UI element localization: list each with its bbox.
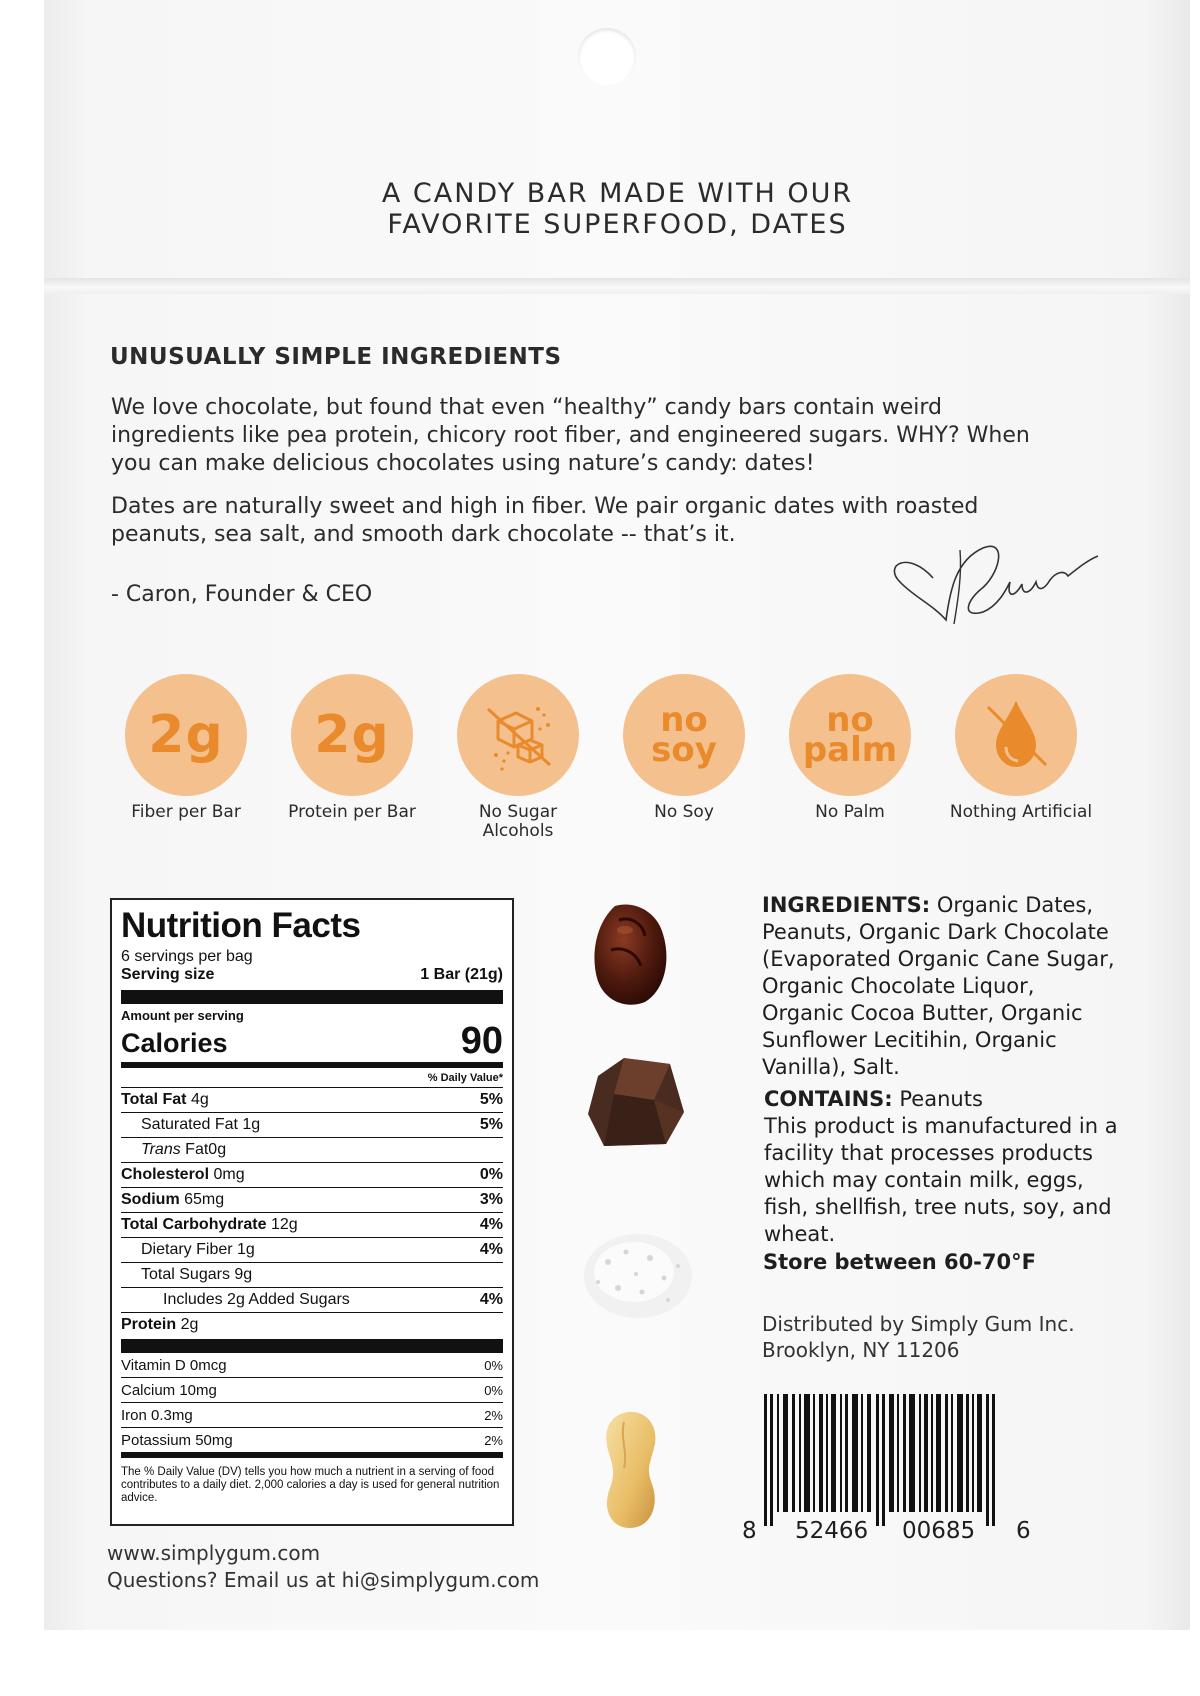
vitamin-text: Iron 0.3mg (121, 1406, 193, 1424)
nutrition-facts-panel (110, 898, 514, 1526)
nutrient-dv: 4% (479, 1241, 503, 1258)
barcode-digits-right: 00685 (902, 1518, 976, 1544)
calories-value: 90 (460, 1020, 503, 1062)
nutrient-row-protein (121, 1313, 503, 1337)
nutrient-amount: 4g (190, 1091, 209, 1108)
nutrient-name: Total Carbohydrate (121, 1216, 267, 1233)
contact-info (107, 1540, 539, 1594)
nutrient-name: Total Sugars (141, 1266, 230, 1283)
badge-protein-label: Protein per Bar (288, 802, 416, 822)
badge-protein-value: 2g (314, 705, 390, 765)
nutrient-name-suffix: Fat (185, 1141, 209, 1158)
nutrient-name: Trans (141, 1141, 181, 1158)
nutrient-row-total-sugars (121, 1263, 503, 1288)
storage-instructions: Store between 60-70°F (763, 1250, 1036, 1274)
nutrient-dv: 4% (479, 1291, 503, 1308)
sea-salt-image (578, 1222, 698, 1326)
peanut-image (598, 1408, 668, 1532)
barcode-digits-left: 52466 (795, 1518, 869, 1544)
vitamin-row (121, 1428, 503, 1452)
nutrient-row-total-fat (121, 1088, 503, 1113)
vitamin-row (121, 1403, 503, 1428)
contains-label: CONTAINS: (764, 1087, 893, 1111)
headline-line-2: FAVORITE SUPERFOOD, DATES (387, 209, 848, 240)
distributor-name: Distributed by Simply Gum Inc. (762, 1312, 1075, 1336)
headline (0, 178, 1200, 240)
nutrient-amount: 1g (237, 1241, 255, 1258)
badge-fiber-label: Fiber per Bar (131, 802, 241, 822)
questions-email[interactable]: Questions? Email us at hi@simplygum.com (107, 1568, 540, 1592)
nutrient-name: Protein (121, 1316, 177, 1333)
facility-statement: This product is manufactured in a facility that processes products which may contain milk, eggs, fish, shellfish, tree nuts, soy, and wheat. (764, 1114, 1118, 1246)
nutrient-row-trans-fat (121, 1138, 503, 1163)
nutrient-row-sodium (121, 1188, 503, 1213)
vitamin-dv: 2% (484, 1432, 503, 1448)
vitamin-dv: 0% (484, 1382, 503, 1398)
nutrient-row-dietary-fiber (121, 1238, 503, 1263)
sugar-cubes-crossed-icon (468, 685, 568, 785)
badge-nothing-artificial (955, 674, 1077, 796)
badge-nothing-artificial-label: Nothing Artificial (949, 802, 1093, 822)
nutrient-amount: 9g (234, 1266, 253, 1283)
badge-no-sugar-alcohols (457, 674, 579, 796)
nutrient-name: Sodium (121, 1191, 180, 1208)
serving-size-value: 1 Bar (21g) (420, 966, 503, 983)
nutrient-amount: 12g (270, 1216, 298, 1233)
nutrient-row-saturated-fat (121, 1113, 503, 1138)
intro-paragraph: We love chocolate, but found that even “healthy” candy bars contain weird ingredients like pea protein, chicory root fiber, and engineered sugars. WHY? When you can make delicious chocolates using nature’s candy: dates! (111, 395, 1030, 476)
nutrient-amount: 0g (208, 1141, 227, 1158)
allergen-block (764, 1086, 1124, 1248)
nutrient-dv: 4% (479, 1216, 503, 1233)
vitamin-dv: 0% (484, 1357, 503, 1373)
nutrient-amount: 0mg (213, 1166, 245, 1183)
badge-no-palm-label: No Palm (815, 802, 885, 822)
nutrient-dv: 0% (479, 1166, 503, 1183)
nutrient-dv: 3% (479, 1191, 503, 1208)
dates-paragraph: Dates are naturally sweet and high in fiber. We pair organic dates with roasted peanuts, sea salt, and smooth dark chocolate -- that’s it. (111, 494, 979, 547)
nutrient-name: Dietary Fiber (141, 1241, 233, 1258)
ingredients-label: INGREDIENTS: (762, 893, 931, 917)
vitamin-row (121, 1353, 503, 1378)
website-link[interactable]: www.simplygum.com (107, 1541, 321, 1565)
vitamin-dv: 2% (484, 1407, 503, 1423)
dark-chocolate-image (584, 1054, 690, 1150)
vitamin-text: Potassium 50mg (121, 1431, 233, 1449)
serving-size (121, 966, 503, 984)
nutrient-amount: 1g (242, 1116, 261, 1133)
nutrient-dv: 5% (479, 1116, 503, 1133)
zipper-seal (44, 278, 1190, 294)
badge-no-soy-label: No Soy (654, 802, 714, 822)
amount-per-serving: Amount per serving (121, 1008, 244, 1023)
nutrient-name: Total Fat (121, 1091, 187, 1108)
nutrient-amount: 65mg (184, 1191, 225, 1208)
vitamin-text: Vitamin D 0mcg (121, 1356, 227, 1374)
drop-crossed-icon (966, 685, 1066, 785)
barcode-digit-check: 6 (1016, 1518, 1031, 1544)
ingredients-block (762, 892, 1122, 1081)
nutrient-row-cholesterol (121, 1163, 503, 1188)
badge-no-soy-text: no soy (651, 700, 717, 770)
calories-label: Calories (121, 1028, 228, 1058)
nutrient-amount: 2g (180, 1316, 199, 1333)
divider-thick (121, 1339, 503, 1353)
signoff: - Caron, Founder & CEO (111, 582, 373, 607)
hang-hole (578, 28, 636, 86)
badge-no-soy (623, 674, 745, 796)
date-image (585, 900, 675, 1010)
nutrient-row-added-sugars (121, 1288, 503, 1313)
distributor (762, 1311, 1075, 1363)
serving-size-label: Serving size (121, 966, 215, 983)
nutrition-footnote: The % Daily Value (DV) tells you how much a nutrient in a serving of food contributes to a daily diet. 2,000 calories a day is used for general nutrition advice. (121, 1466, 500, 1504)
nutrient-name: Cholesterol (121, 1166, 210, 1183)
badge-no-palm (789, 674, 911, 796)
vitamin-row (121, 1378, 503, 1403)
section-title: UNUSUALLY SIMPLE INGREDIENTS (110, 344, 562, 370)
headline-line-1: A CANDY BAR MADE WITH OUR (381, 178, 854, 209)
servings-per-container: 6 servings per bag (121, 948, 253, 965)
divider-medium (121, 1452, 503, 1458)
badge-no-sugar-alcohols-label: No Sugar Alcohols (478, 802, 558, 841)
nutrition-title: Nutrition Facts (121, 906, 361, 945)
badge-fiber-value: 2g (148, 705, 224, 765)
badge-protein (291, 674, 413, 796)
nutrient-dv: 5% (479, 1091, 503, 1108)
nutrient-name: Saturated Fat (141, 1116, 238, 1133)
barcode (764, 1394, 1018, 1526)
ingredients-text: Organic Dates, Peanuts, Organic Dark Chocolate (Evaporated Organic Cane Sugar, Organic Chocolate Liquor, Organic Cocoa Butter, Organic Sunflower Lecitihin, Organic Vanilla), Salt. (762, 893, 1115, 1079)
signature (888, 520, 1098, 630)
nutrient-name: Includes 2g Added Sugars (163, 1291, 350, 1308)
badge-no-palm-text: no palm (802, 700, 898, 770)
barcode-digit-prefix: 8 (742, 1518, 757, 1544)
nutrient-row-total-carbohydrate (121, 1213, 503, 1238)
badge-fiber (125, 674, 247, 796)
contains-text: Peanuts (899, 1087, 983, 1111)
calories-row (121, 1020, 503, 1062)
daily-value-header: % Daily Value* (121, 1072, 503, 1088)
vitamin-text: Calcium 10mg (121, 1381, 217, 1399)
divider-medium (121, 1062, 503, 1068)
divider-thick (121, 990, 503, 1004)
distributor-address: Brooklyn, NY 11206 (762, 1338, 960, 1362)
